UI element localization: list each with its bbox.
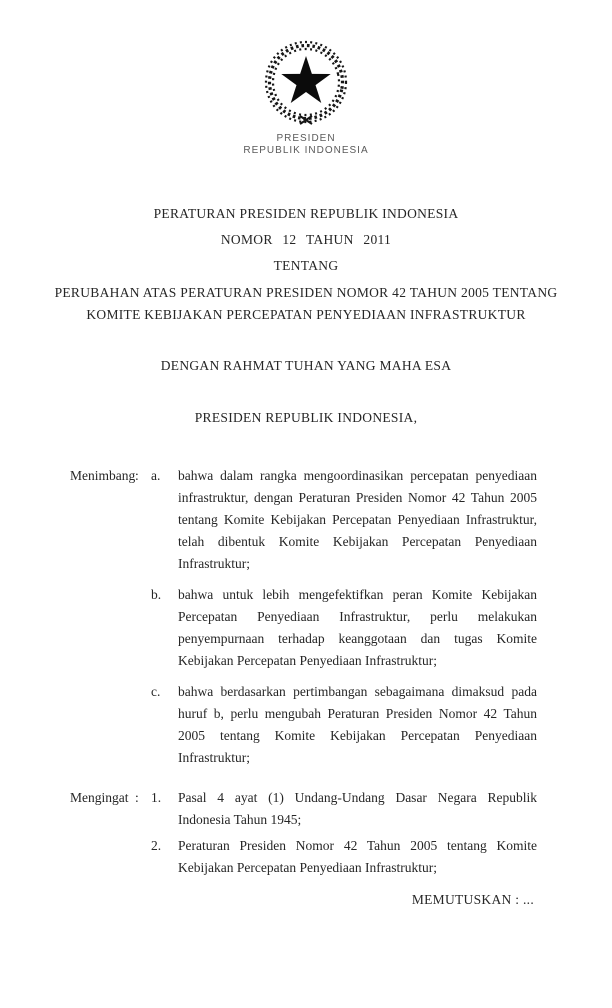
considering-item [70,681,537,769]
recalling-item [70,835,537,879]
item-marker: 2. [151,838,162,853]
considering-section [70,465,537,769]
letterhead-caption [0,133,612,157]
letterhead-presiden: PRESIDEN [276,133,336,144]
issuer-line: PRESIDEN REPUBLIK INDONESIA, [194,410,418,425]
item-text: bahwa berdasarkan pertimbangan sebagaimana dimaksud pada huruf b, perlu mengubah Peraturan Presiden Nomor 42 Tahun 2005 tentang Komite Kebijakan Percepatan Penyediaan Infrastruktur; [178,684,537,765]
item-marker: 1. [151,790,162,805]
regulation-title-block [0,201,612,326]
recalling-colon: : [135,790,139,805]
regulation-subject-line1: PERUBAHAN ATAS PERATURAN PRESIDEN NOMOR 42 TAHUN 2005 TENTANG [54,285,558,300]
recalling-label: Mengingat [70,790,129,805]
star-wreath-emblem-icon [260,38,352,131]
item-marker: c. [151,684,161,699]
decision-line: MEMUTUSKAN : ... [411,892,534,907]
recalling-section [70,787,537,879]
regulation-tentang: TENTANG [273,258,339,273]
regulation-subject-line2: KOMITE KEBIJAKAN PERCEPATAN PENYEDIAAN INFRASTRUKTUR [86,307,526,322]
regulation-subject [0,282,612,326]
letterhead-republik: REPUBLIK INDONESIA [243,145,369,156]
considering-item [70,584,537,672]
item-text: bahwa untuk lebih mengefektifkan peran Komite Kebijakan Percepatan Penyediaan Infrastruktur, perlu melakukan penyempurnaan terhadap keanggotaan dan tugas Komite Kebijakan Percepatan Penyediaan Infrastruktur; [178,587,537,668]
considering-item [70,465,537,575]
considering-colon: : [135,468,139,483]
item-text: bahwa dalam rangka mengoordinasikan percepatan penyediaan infrastruktur, dengan Peraturan Presiden Nomor 42 Tahun 2005 tentang Komite Kebijakan Percepatan Penyediaan Infrastruktur, telah dibentuk Komite Kebijakan Percepatan Penyediaan Infrastruktur; [178,468,537,571]
regulation-title: PERATURAN PRESIDEN REPUBLIK INDONESIA [153,206,459,221]
recalling-item [70,787,537,831]
considering-label: Menimbang [70,468,136,483]
item-marker: a. [151,468,161,483]
regulation-number: NOMOR 12 TAHUN 2011 [220,232,392,247]
item-marker: b. [151,587,162,602]
item-text: Peraturan Presiden Nomor 42 Tahun 2005 tentang Komite Kebijakan Percepatan Penyediaan Infrastruktur; [178,838,537,875]
item-text: Pasal 4 ayat (1) Undang-Undang Dasar Negara Republik Indonesia Tahun 1945; [178,790,537,827]
invocation-line: DENGAN RAHMAT TUHAN YANG MAHA ESA [160,358,452,373]
letterhead [0,0,612,157]
